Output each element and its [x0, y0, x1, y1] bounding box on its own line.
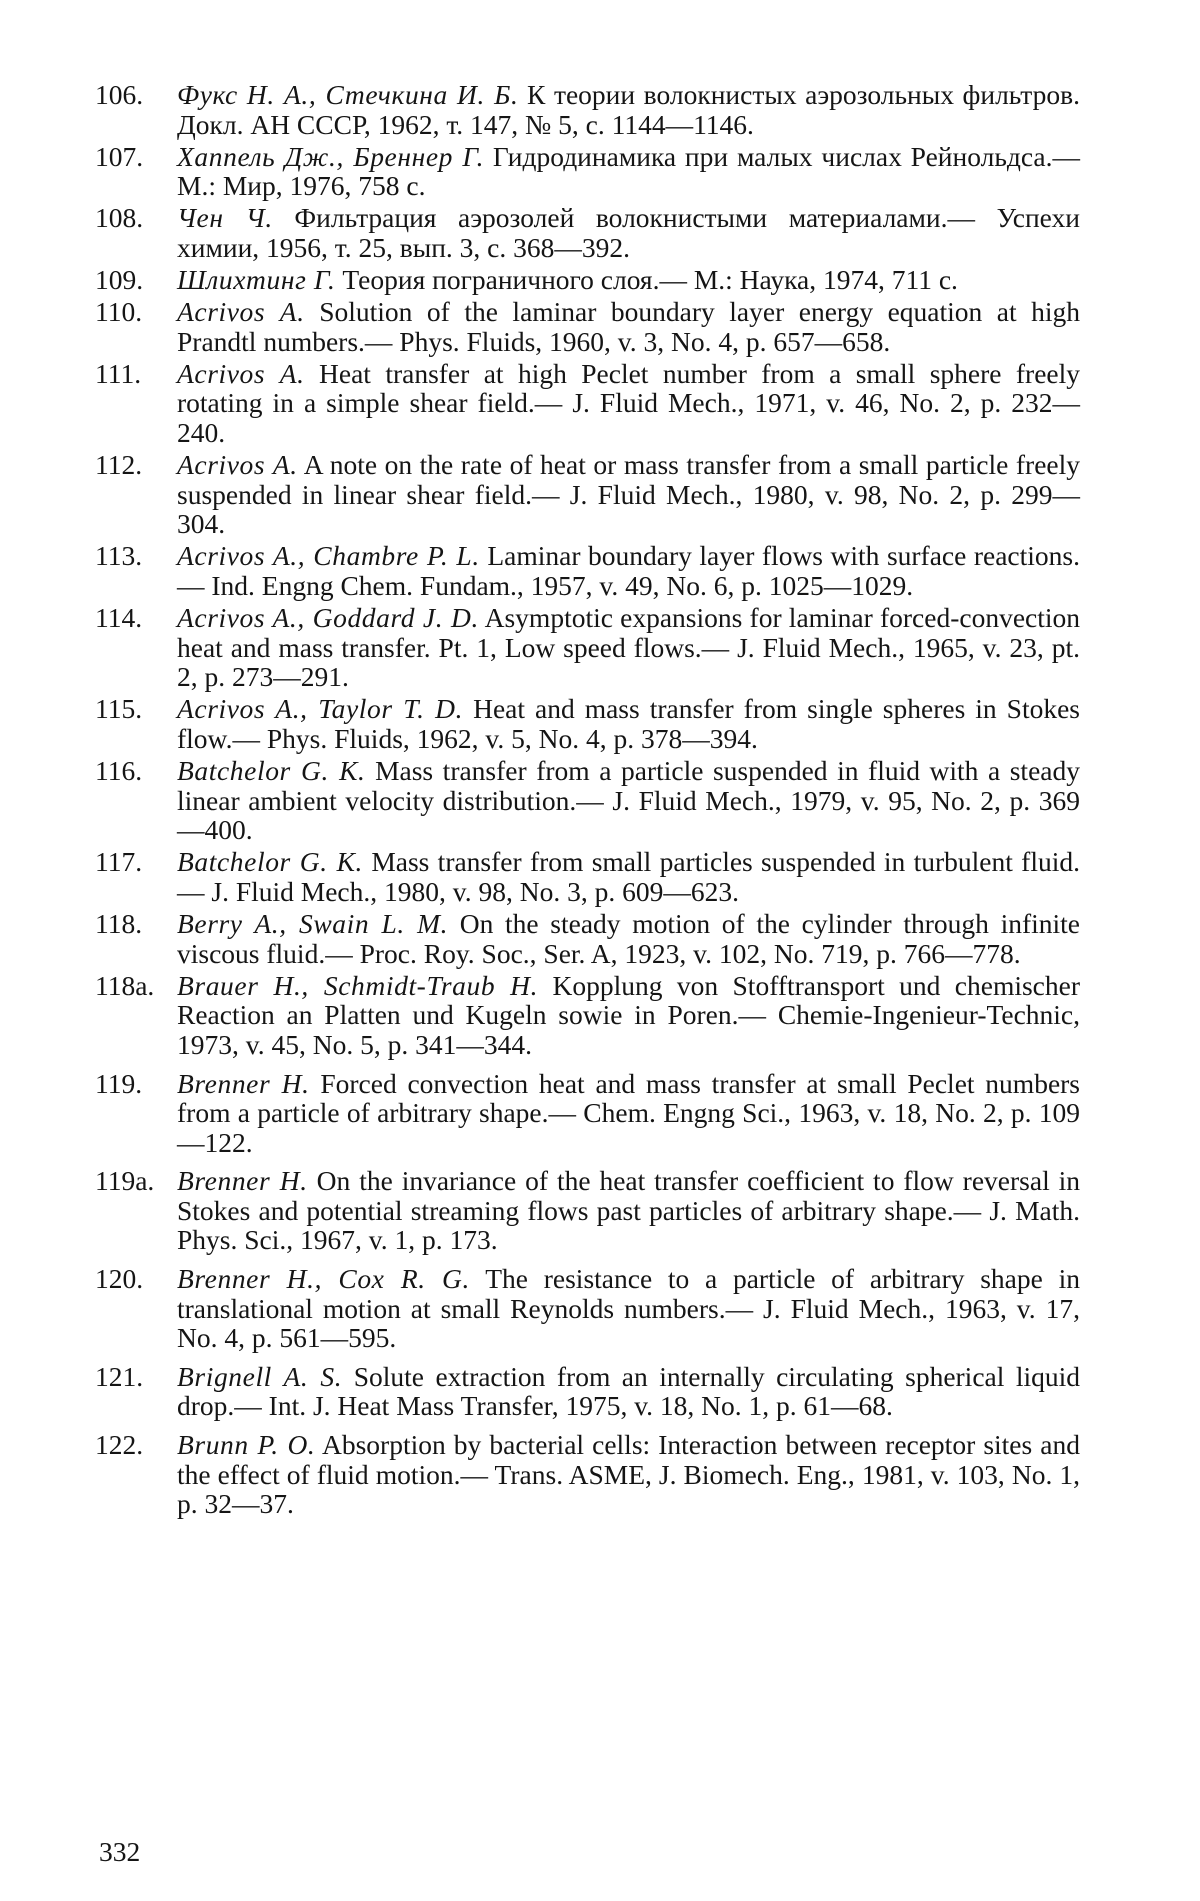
page-number: 332: [99, 1836, 141, 1867]
reference-number: 119.: [95, 1067, 143, 1099]
reference-text: Asymptotic expansions for laminar forced-convection heat and mass transfer. Pt. 1, Low speed flows.— J. Fluid Mech., 1965, v. 23, pt. 2, p. 273—291.: [177, 602, 1081, 693]
reference-number: 113.: [95, 540, 143, 572]
reference-item: [95, 971, 1080, 1060]
reference-number: 116.: [95, 755, 143, 787]
reference-authors: Berry A., Swain L. M.: [177, 908, 449, 940]
reference-text: Гидродинамика при малых числах Рейнольдса.— М.: Мир, 1976, 758 с.: [177, 140, 1080, 202]
reference-number: 108.: [95, 202, 144, 234]
reference-number: 118a.: [95, 969, 155, 1001]
reference-item: [95, 603, 1080, 692]
reference-number: 106.: [95, 79, 144, 110]
reference-text: Heat and mass transfer from single spheres in Stokes flow.— Phys. Fluids, 1962, v. 5, No. 4, p. 378—394.: [177, 693, 1080, 754]
reference-text: Absorption by bacterial cells: Interaction between receptor sites and the effect of fluid motion.— Trans. ASME, J. Biomech. Eng., 1981, v. 103, No. 1, p. 32—37.: [177, 1429, 1081, 1520]
reference-text: Kopplung von Stofftransport und chemischer Reaction an Platten und Kugeln sowie in Poren.— Chemie-Ingenieur-Technic, 1973, v. 45, No. 5, p. 341—344.: [177, 969, 1080, 1060]
reference-number: 112.: [95, 449, 143, 481]
reference-item: [95, 1069, 1080, 1158]
reference-authors: Acrivos A.: [177, 296, 305, 328]
reference-text: On the invariance of the heat transfer coefficient to flow reversal in Stokes and potential streaming flows past particles of arbitrary shape.— J. Math. Phys. Sci., 1967, v. 1, p. 173.: [177, 1165, 1081, 1256]
reference-number: 122.: [95, 1429, 144, 1461]
reference-number: 119a.: [95, 1165, 155, 1197]
reference-text: Фильтрация аэрозолей волокнистыми материалами.— Успехи химии, 1956, т. 25, вып. 3, с. 368—392.: [177, 202, 1080, 263]
reference-authors: Фукс Н. А., Стечкина И. Б.: [177, 79, 519, 110]
reference-authors: Batchelor G. K.: [177, 755, 366, 787]
reference-authors: Чен Ч.: [177, 202, 273, 234]
reference-number: 118.: [95, 908, 143, 940]
reference-authors: Acrivos A.: [177, 357, 305, 389]
reference-number: 111.: [95, 357, 142, 389]
reference-item: [95, 297, 1080, 356]
reference-number: 114.: [95, 602, 143, 634]
reference-text: A note on the rate of heat or mass transfer from a small particle freely suspended in linear shear field.— J. Fluid Mech., 1980, v. 98, No. 2, p. 299—304.: [177, 449, 1080, 540]
reference-authors: Acrivos A., Taylor T. D.: [177, 693, 464, 725]
reference-authors: Brunn P. O.: [177, 1429, 316, 1461]
reference-authors: Brauer H., Schmidt-Traub H.: [177, 969, 539, 1001]
reference-authors: Шлихтинг Г.: [177, 264, 336, 296]
reference-number: 117.: [95, 846, 143, 878]
reference-item: [95, 1362, 1080, 1421]
reference-number: 121.: [95, 1360, 144, 1392]
reference-text: Mass transfer from a particle suspended in fluid with a steady linear ambient velocity distribution.— J. Fluid Mech., 1979, v. 95, No. 2, p. 369—400.: [177, 755, 1080, 846]
reference-text: Теория пограничного слоя.— М.: Наука, 1974, 711 с.: [342, 264, 958, 296]
reference-authors: Acrivos A., Chambre P. L.: [177, 540, 480, 572]
reference-text: Solute extraction from an internally circulating spherical liquid drop.— Int. J. Heat Mass Transfer, 1975, v. 18, No. 1, p. 61—68.: [177, 1360, 1081, 1422]
reference-authors: Brenner H.: [177, 1165, 308, 1197]
reference-item: [95, 265, 1080, 295]
reference-item: [95, 359, 1080, 448]
reference-text: Mass transfer from small particles suspended in turbulent fluid.— J. Fluid Mech., 1980, v. 98, No. 3, p. 609—623.: [177, 846, 1080, 907]
reference-text: К теории волокнистых аэрозольных фильтров. Докл. АН СССР, 1962, т. 147, № 5, с. 1144—1146.: [177, 79, 1080, 140]
reference-item: [95, 1264, 1080, 1353]
reference-number: 115.: [95, 693, 143, 725]
reference-text: Heat transfer at high Peclet number from a small sphere freely rotating in a simple shear field.— J. Fluid Mech., 1971, v. 46, No. 2, p. 232—240.: [177, 357, 1081, 449]
reference-item: [95, 1430, 1080, 1519]
reference-authors: Acrivos A., Goddard J. D.: [177, 602, 479, 634]
reference-item: [95, 450, 1080, 539]
reference-item: [95, 909, 1080, 968]
reference-item: [95, 80, 1080, 139]
reference-authors: Batchelor G. K.: [177, 846, 363, 878]
reference-authors: Brenner H.: [177, 1067, 310, 1099]
reference-text: On the steady motion of the cylinder through infinite viscous fluid.— Proc. Roy. Soc., Ser. A, 1923, v. 102, No. 719, p. 766—778.: [177, 908, 1081, 969]
reference-item: [95, 756, 1080, 845]
reference-authors: Acrivos A.: [177, 449, 298, 481]
reference-list: [95, 80, 1080, 1519]
reference-authors: Хаппель Дж., Бреннер Г.: [177, 140, 485, 172]
reference-number: 120.: [95, 1263, 144, 1295]
reference-item: [95, 1166, 1080, 1255]
reference-item: [95, 203, 1080, 262]
reference-authors: Brenner H., Cox R. G.: [177, 1263, 470, 1295]
reference-item: [95, 142, 1080, 201]
reference-item: [95, 541, 1080, 600]
reference-text: Solution of the laminar boundary layer energy equation at high Prandtl numbers.— Phys. Fluids, 1960, v. 3, No. 4, p. 657—658.: [177, 296, 1081, 357]
reference-text: The resistance to a particle of arbitrary shape in translational motion at small Reynolds numbers.— J. Fluid Mech., 1963, v. 17, No. 4, p. 561—595.: [177, 1263, 1080, 1354]
reference-number: 107.: [95, 140, 144, 172]
reference-number: 110.: [95, 296, 143, 328]
reference-item: [95, 847, 1080, 906]
reference-item: [95, 694, 1080, 753]
reference-text: Laminar boundary layer flows with surface reactions.— Ind. Engng Chem. Fundam., 1957, v. 49, No. 6, p. 1025—1029.: [177, 540, 1080, 601]
reference-authors: Brignell A. S.: [177, 1360, 343, 1392]
document-page: [95, 80, 1080, 1870]
reference-text: Forced convection heat and mass transfer at small Peclet numbers from a particle of arbitrary shape.— Chem. Engng Sci., 1963, v. 18, No. 2, p. 109—122.: [177, 1067, 1081, 1158]
reference-number: 109.: [95, 264, 144, 296]
